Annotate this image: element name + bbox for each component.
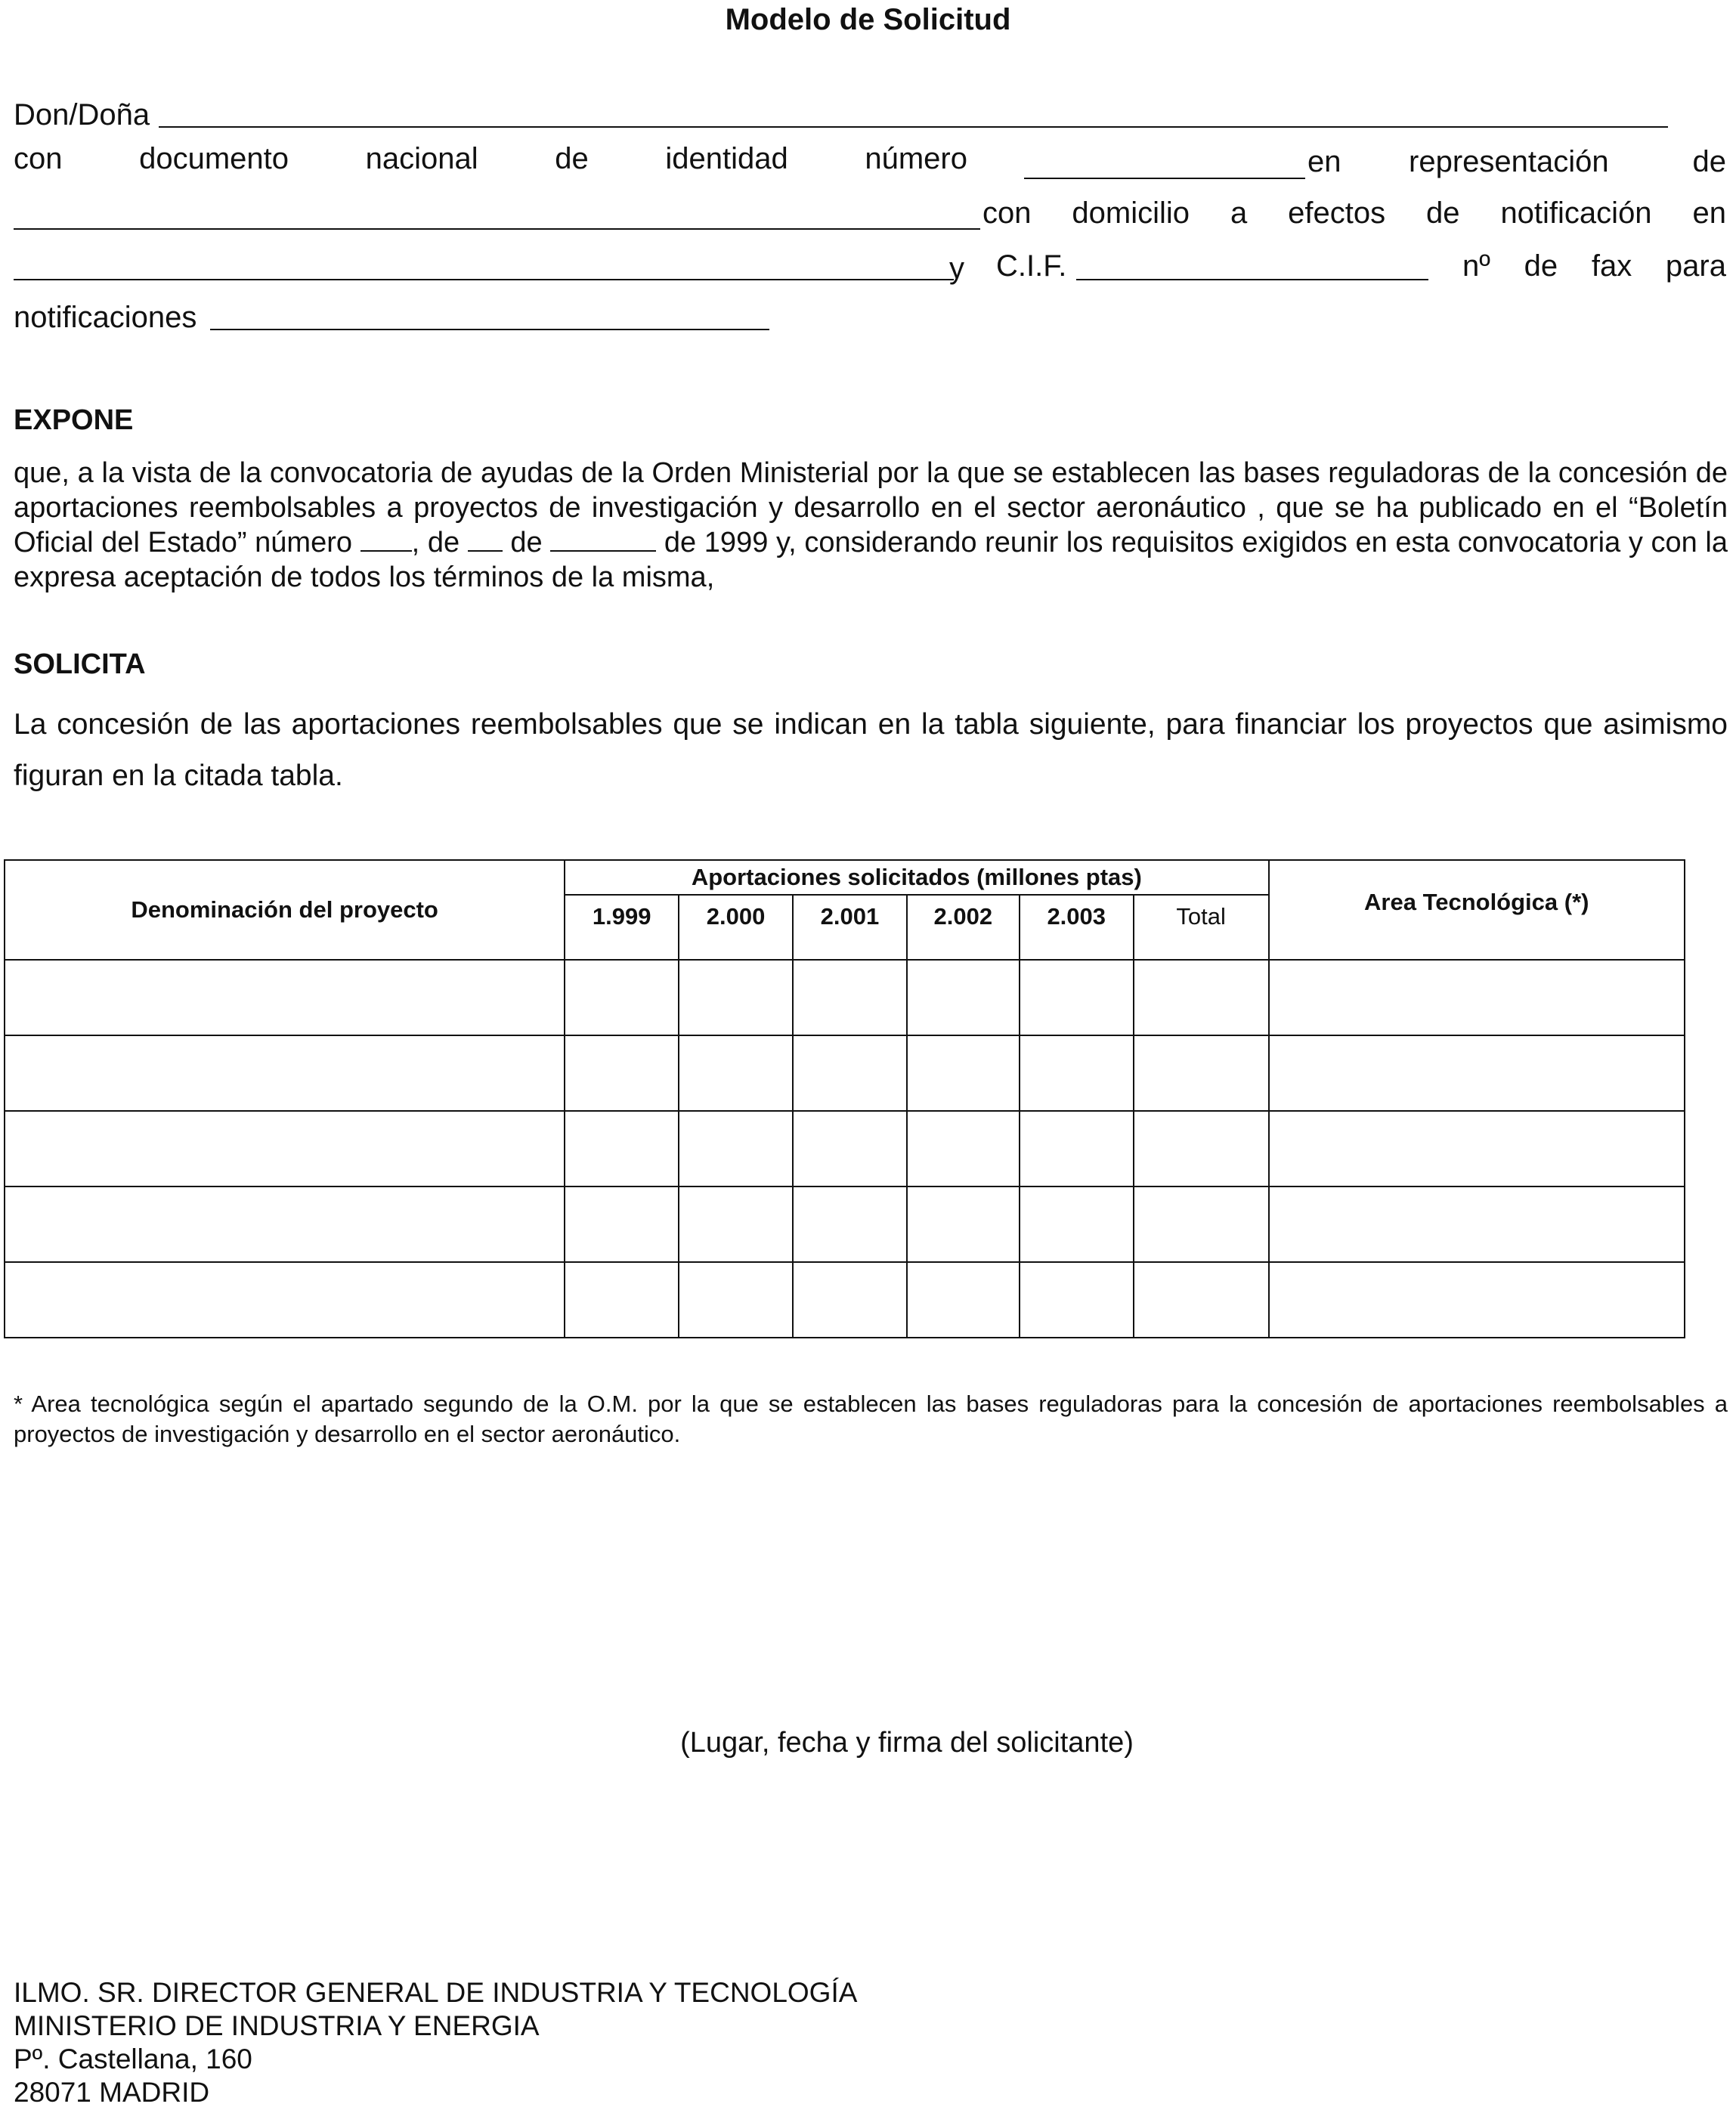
name-field[interactable] xyxy=(159,126,1668,128)
word: domicilio xyxy=(1072,196,1190,230)
table-row xyxy=(5,1111,1685,1186)
cell-total[interactable] xyxy=(1134,1262,1269,1338)
table-row xyxy=(5,1186,1685,1262)
table-row xyxy=(5,1035,1685,1111)
header-year-2002: 2.002 xyxy=(907,895,1020,960)
cell-project[interactable] xyxy=(5,1186,565,1262)
cell-2002[interactable] xyxy=(907,1111,1020,1186)
boe-number-field[interactable] xyxy=(361,549,412,552)
representacion-field[interactable] xyxy=(14,228,980,230)
representacion-label xyxy=(1409,144,1726,180)
cell-1999[interactable] xyxy=(565,1035,679,1111)
signature-caption: (Lugar, fecha y firma del solicitante) xyxy=(680,1727,1134,1759)
cell-total[interactable] xyxy=(1134,1035,1269,1111)
cif-field[interactable] xyxy=(1076,279,1428,280)
cell-2001[interactable] xyxy=(793,1262,907,1338)
cell-2003[interactable] xyxy=(1020,1035,1134,1111)
table-row xyxy=(5,960,1685,1035)
header-year-1999: 1.999 xyxy=(565,895,679,960)
cell-project[interactable] xyxy=(5,1111,565,1186)
word: nº xyxy=(1462,249,1490,283)
dni-field[interactable] xyxy=(1024,178,1305,179)
word: fax xyxy=(1591,249,1632,283)
word: de xyxy=(555,142,589,175)
word: efectos xyxy=(1288,196,1386,230)
word: de xyxy=(1692,145,1726,178)
word: representación xyxy=(1409,145,1609,178)
don-dona-label: Don/Doña xyxy=(14,98,150,131)
applicant-line-2 xyxy=(14,141,967,177)
cell-2000[interactable] xyxy=(679,1111,793,1186)
cell-area[interactable] xyxy=(1269,1262,1685,1338)
cell-2002[interactable] xyxy=(907,1262,1020,1338)
cell-project[interactable] xyxy=(5,960,565,1035)
footnote: * Area tecnológica según el apartado segundo de la O.M. por la que se establecen las bases reguladoras para la concesión de aportaciones reembolsables a proyectos de investigación y desarrollo en el sector aeronáutico. xyxy=(14,1391,1728,1447)
cell-2003[interactable] xyxy=(1020,960,1134,1035)
header-area: Area Tecnológica (*) xyxy=(1269,860,1685,960)
fax-label xyxy=(1462,248,1726,284)
projects-table xyxy=(4,859,1685,1338)
cell-2001[interactable] xyxy=(793,1111,907,1186)
solicita-text: La concesión de las aportaciones reembolsables que se indican en la tabla siguiente, para financiar los proyectos que asimismo figuran en la citada tabla. xyxy=(14,708,1728,792)
cell-total[interactable] xyxy=(1134,960,1269,1035)
recipient-address xyxy=(14,1976,857,2109)
cell-1999[interactable] xyxy=(565,1186,679,1262)
cell-2001[interactable] xyxy=(793,1035,907,1111)
header-year-2001: 2.001 xyxy=(793,895,907,960)
word: a xyxy=(1230,196,1248,230)
word: notificación xyxy=(1500,196,1652,230)
cell-2002[interactable] xyxy=(907,1186,1020,1262)
address-line: MINISTERIO DE INDUSTRIA Y ENERGIA xyxy=(14,2010,540,2041)
cell-2000[interactable] xyxy=(679,1262,793,1338)
word: con xyxy=(982,196,1032,230)
cell-2000[interactable] xyxy=(679,960,793,1035)
header-year-2003: 2.003 xyxy=(1020,895,1134,960)
word: en xyxy=(1692,196,1726,230)
address-line: 28071 MADRID xyxy=(14,2077,210,2108)
word: nacional xyxy=(365,142,478,175)
expone-heading: EXPONE xyxy=(14,404,134,436)
word: de xyxy=(1524,249,1558,283)
cell-2003[interactable] xyxy=(1020,1186,1134,1262)
notificaciones-label: notificaciones xyxy=(14,301,197,334)
cell-1999[interactable] xyxy=(565,960,679,1035)
cell-2003[interactable] xyxy=(1020,1262,1134,1338)
cell-2002[interactable] xyxy=(907,1035,1020,1111)
cell-1999[interactable] xyxy=(565,1262,679,1338)
header-total: Total xyxy=(1134,895,1269,960)
word: documento xyxy=(139,142,289,175)
cell-area[interactable] xyxy=(1269,1111,1685,1186)
fax-field[interactable] xyxy=(210,329,769,330)
cell-area[interactable] xyxy=(1269,1186,1685,1262)
word: para xyxy=(1665,249,1726,283)
cell-2002[interactable] xyxy=(907,960,1020,1035)
domicilio-label xyxy=(982,195,1726,231)
header-year-2000: 2.000 xyxy=(679,895,793,960)
cell-area[interactable] xyxy=(1269,1035,1685,1111)
day-field[interactable] xyxy=(468,549,503,552)
cell-2000[interactable] xyxy=(679,1186,793,1262)
address-line: ILMO. SR. DIRECTOR GENERAL DE INDUSTRIA Y TECNOLOGÍA xyxy=(14,1977,858,2008)
expone-text: que, a la vista de la convocatoria de ayudas de la Orden Ministerial por la que se establecen las bases reguladoras de la concesión de aportaciones reembolsables a proyectos de investigación y desarrollo en el sector aeronáutico , que se ha publicado en el “Boletín Oficial del Estado” número , de de de 1999 y, considerando reunir los requisitos exigidos en esta convocatoria y con la expresa aceptación de todos los términos de la misma, xyxy=(14,457,1728,593)
page-title: Modelo de Solicitud xyxy=(725,3,1011,36)
cell-total[interactable] xyxy=(1134,1186,1269,1262)
cell-area[interactable] xyxy=(1269,960,1685,1035)
header-aportaciones: Aportaciones solicitados (millones ptas) xyxy=(565,860,1268,895)
cell-2000[interactable] xyxy=(679,1035,793,1111)
solicita-heading: SOLICITA xyxy=(14,648,146,680)
header-project: Denominación del proyecto xyxy=(5,860,565,960)
cell-1999[interactable] xyxy=(565,1111,679,1186)
word: identidad xyxy=(665,142,788,175)
word: número xyxy=(865,142,967,175)
cell-total[interactable] xyxy=(1134,1111,1269,1186)
cell-2003[interactable] xyxy=(1020,1111,1134,1186)
month-field[interactable] xyxy=(550,549,656,552)
y-label: y xyxy=(949,252,964,285)
address-line: Pº. Castellana, 160 xyxy=(14,2043,252,2074)
cif-label: C.I.F. xyxy=(996,249,1067,283)
domicilio-field[interactable] xyxy=(14,279,954,280)
cell-2001[interactable] xyxy=(793,1186,907,1262)
en-label: en xyxy=(1307,145,1341,178)
word: de xyxy=(1426,196,1460,230)
cell-2001[interactable] xyxy=(793,960,907,1035)
word: con xyxy=(14,142,63,175)
table-row xyxy=(5,1262,1685,1338)
cell-project[interactable] xyxy=(5,1262,565,1338)
cell-project[interactable] xyxy=(5,1035,565,1111)
